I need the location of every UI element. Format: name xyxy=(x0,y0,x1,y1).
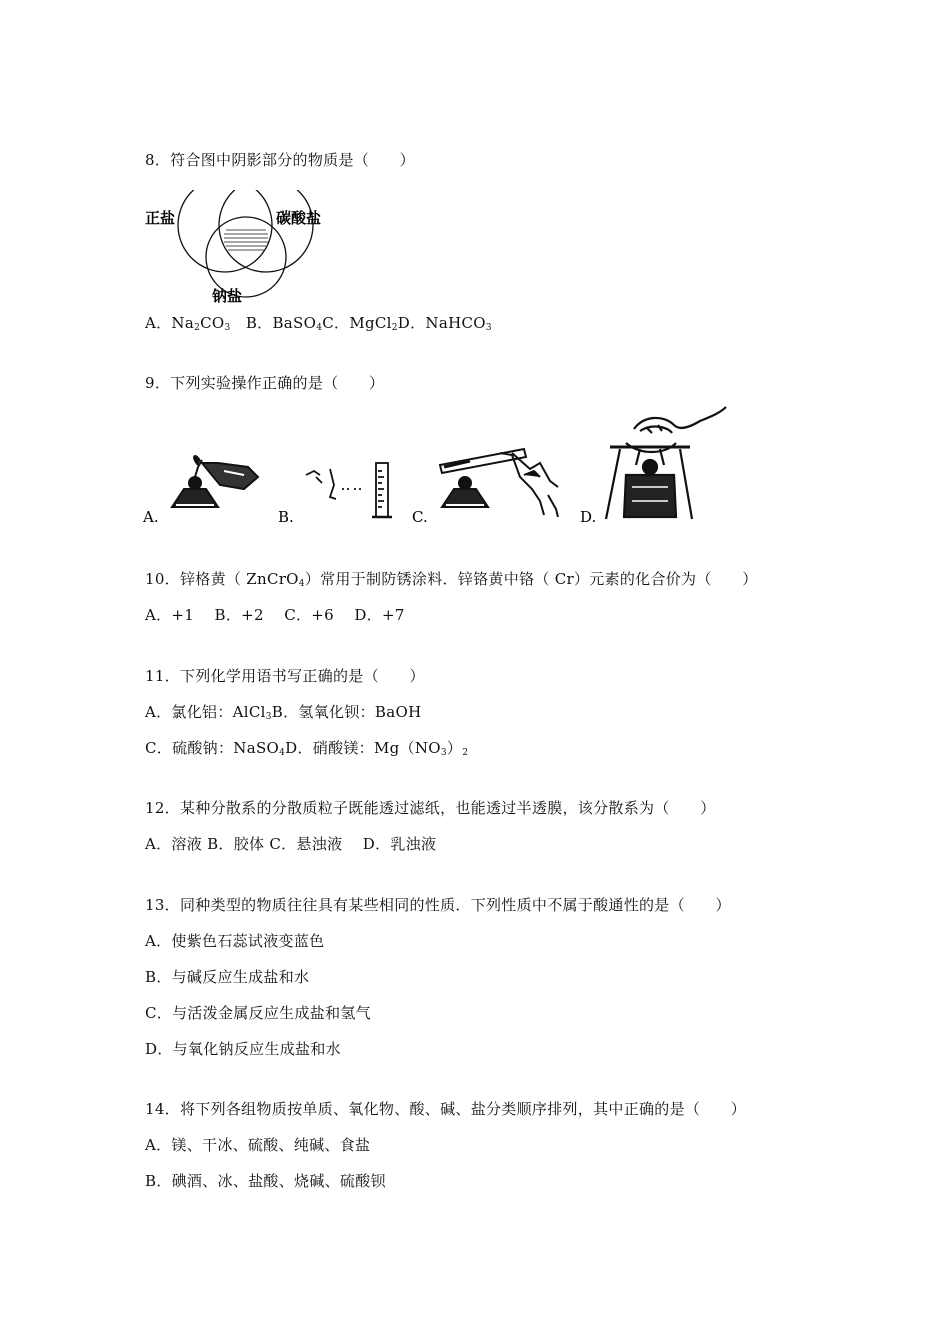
q9-stem: 9．下列实验操作正确的是（ ） xyxy=(145,374,385,392)
venn-circle-nayan xyxy=(206,217,286,297)
option-b-label: B. xyxy=(278,508,294,526)
q13-option-b: B．与碱反应生成盐和水 xyxy=(145,968,310,986)
q14-option-a: A．镁、干冰、硫酸、纯碱、食盐 xyxy=(145,1136,371,1154)
q10-options: A．+1 B．+2 C．+6 D．+7 xyxy=(145,606,405,624)
q13-stem: 13．同种类型的物质往往具有某些相同的性质．下列性质中不属于酸通性的是（ ） xyxy=(145,896,731,914)
q10-stem: 10．锌格黄（ ZnCrO$_4$）常用于制防锈涂料．锌铬黄中铬（ Cr）元素的化合价为（ ） xyxy=(145,570,758,589)
q8-options: A．$Na_2CO_3$ B．BaSO$_4$C．MgCl$_2$D．NaHCO$_3$ xyxy=(145,314,492,333)
q13-option-c: C．与活泼金属反应生成盐和氢气 xyxy=(145,1004,371,1022)
q11-options-line1: A．氯化铝：AlCl$_3$B．氢氧化钡：BaOH xyxy=(145,703,422,722)
venn-diagram xyxy=(140,190,340,305)
q13-option-d: D．与氧化钠反应生成盐和水 xyxy=(145,1040,341,1058)
option-b-figure xyxy=(306,463,392,517)
q14-option-b: B．碘酒、冰、盐酸、烧碱、硫酸钡 xyxy=(145,1172,386,1190)
option-a-figure xyxy=(172,456,258,507)
option-a-label: A. xyxy=(143,508,159,526)
option-c-figure xyxy=(440,449,558,517)
q14-stem: 14．将下列各组物质按单质、氧化物、酸、碱、盐分类顺序排列，其中正确的是（ ） xyxy=(145,1100,747,1118)
q9-apparatus-figures xyxy=(140,405,760,530)
venn-label-bottom: 钠盐 xyxy=(212,287,243,305)
venn-label-left: 正盐 xyxy=(145,209,176,227)
q11-options-line2: C．硫酸钠：NaSO$_4$D．硝酸镁：$Mg(NO_3)_2$ xyxy=(145,739,469,758)
option-d-figure xyxy=(606,407,726,519)
option-d-label: D. xyxy=(580,508,597,526)
q12-stem: 12．某种分散系的分散质粒子既能透过滤纸，也能透过半透膜，该分散系为（ ） xyxy=(145,799,716,817)
venn-label-right: 碳酸盐 xyxy=(276,209,322,227)
q11-stem: 11．下列化学用语书写正确的是（ ） xyxy=(145,667,425,685)
shaded-region xyxy=(224,230,268,250)
option-c-label: C. xyxy=(412,508,428,526)
q8-stem: 8．符合图中阴影部分的物质是（ ） xyxy=(145,151,415,169)
q12-options: A．溶液 B．胶体 C．悬浊液 D．乳浊液 xyxy=(145,835,437,853)
q13-option-a: A．使紫色石蕊试液变蓝色 xyxy=(145,932,325,950)
